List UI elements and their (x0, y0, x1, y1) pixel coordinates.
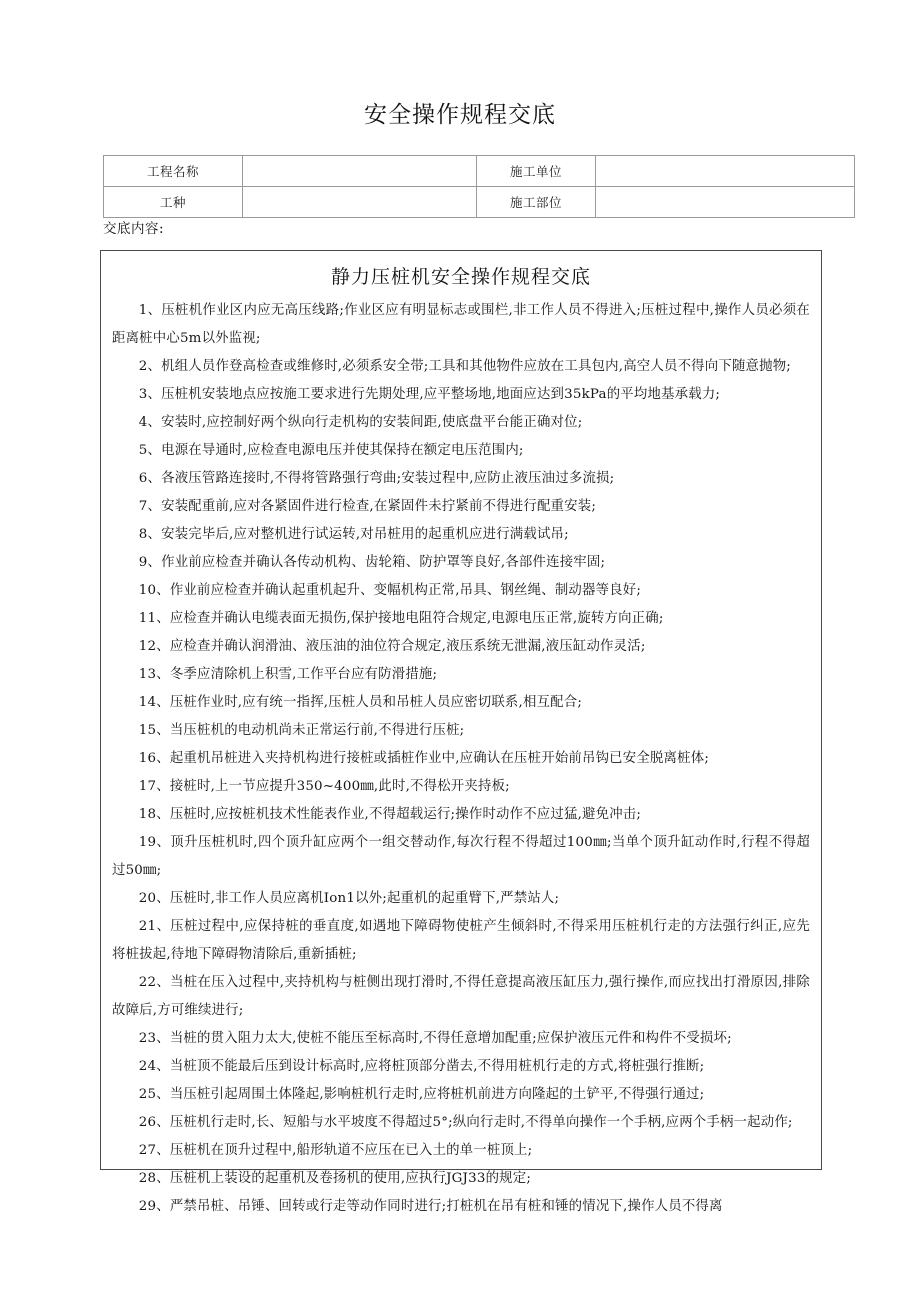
clause-item: 11、应检查并确认电缆表面无损伤,保护接地电阻符合规定,电源电压正常,旋转方向正确; (138, 611, 664, 626)
table-row (104, 156, 855, 187)
info-value-project-name[interactable] (243, 156, 477, 187)
info-value-construction-unit[interactable] (596, 156, 855, 187)
info-label-construction-part: 施工部位 (477, 187, 596, 218)
clause-item: 24、当桩顶不能最后压到设计标高时,应将桩顶部分凿去,不得用桩机行走的方式,将桩强行推断; (138, 1059, 705, 1074)
clause-item: 28、压桩机上装设的起重机及卷扬机的使用,应执行JGJ33的规定; (138, 1171, 532, 1186)
clause-item: 8、安装完毕后,应对整机进行试运转,对吊桩用的起重机应进行满载试吊; (138, 527, 569, 542)
clause-list (112, 297, 810, 1221)
clause-item: 7、安装配重前,应对各紧固件进行检查,在紧固件未拧紧前不得进行配重安装; (138, 499, 597, 514)
clause-item: 10、作业前应检查并确认起重机起升、变幅机构正常,吊具、钢丝绳、制动器等良好; (138, 583, 642, 598)
project-info-table (103, 155, 855, 218)
table-row (104, 187, 855, 218)
clause-item: 15、当压桩机的电动机尚未正常运行前,不得进行压桩; (138, 723, 465, 738)
clause-item: 18、压桩时,应按桩机技术性能表作业,不得超载运行;操作时动作不应过猛,避免冲击; (138, 807, 642, 822)
clause-item: 23、当桩的贯入阻力太大,使桩不能压至标高时,不得任意增加配重;应保护液压元件和构件不受损坏; (138, 1031, 732, 1046)
info-label-project-name: 工程名称 (104, 156, 243, 187)
clause-item: 17、接桩时,上一节应提升350~400㎜,此时,不得松开夹持板; (138, 779, 510, 794)
clause-item: 3、压桩机安装地点应按施工要求进行先期处理,应平整场地,地面应达到35kPa的平均地基承载力; (138, 387, 721, 402)
clause-item: 29、严禁吊桩、吊锤、回转或行走等动作同时进行;打桩机在吊有桩和锤的情况下,操作人员不得离 (138, 1199, 723, 1214)
clause-item: 26、压桩机行走时,长、短船与水平坡度不得超过5°;纵向行走时,不得单向操作一个手柄,应两个手柄一起动作; (138, 1115, 793, 1130)
clause-item: 2、机组人员作登高检查或维修时,必须系安全带;工具和其他物件应放在工具包内,高空人员不得向下随意抛物; (138, 359, 792, 374)
clause-item: 13、冬季应清除机上积雪,工作平台应有防滑措施; (138, 667, 438, 682)
section-title: 静力压桩机安全操作规程交底 (330, 266, 591, 288)
info-label-construction-unit: 施工单位 (477, 156, 596, 187)
info-value-work-type[interactable] (243, 187, 477, 218)
clause-item: 6、各液压管路连接时,不得将管路强行弯曲;安装过程中,应防止液压油过多流损; (138, 471, 615, 486)
page-title: 安全操作规程交底 (364, 102, 556, 128)
clause-item: 27、压桩机在顶升过程中,船形轨道不应压在已入土的单一桩顶上; (138, 1143, 533, 1158)
clause-item: 12、应检查并确认润滑油、液压油的油位符合规定,液压系统无泄漏,液压缸动作灵活; (138, 639, 646, 654)
clause-item: 14、压桩作业时,应有统一指挥,压桩人员和吊桩人员应密切联系,相互配合; (138, 695, 583, 710)
clause-item: 5、电源在导通时,应检查电源电压并使其保持在额定电压范围内; (138, 443, 524, 458)
clause-item: 20、压桩时,非工作人员应离机Ion1以外;起重机的起重臂下,严禁站人; (138, 891, 560, 906)
clause-item: 25、当压桩引起周围土体隆起,影响桩机行走时,应将桩机前进方向隆起的土铲平,不得强行通过; (138, 1087, 705, 1102)
clause-item: 4、安装时,应控制好两个纵向行走机构的安装间距,使底盘平台能正确对位; (138, 415, 583, 430)
info-value-construction-part[interactable] (596, 187, 855, 218)
disclosure-content-box (100, 250, 822, 1214)
clause-item: 19、顶升压桩机时,四个顶升缸应两个一组交替动作,每次行程不得超过100㎜;当单个顶升缸动作时,行程不得超过50㎜; (112, 835, 810, 878)
info-label-work-type: 工种 (104, 187, 243, 218)
info-table-body (104, 156, 855, 218)
content-section-label: 交底内容: (103, 221, 165, 237)
clause-item: 9、作业前应检查并确认各传动机构、齿轮箱、防护罩等良好,各部件连接牢固; (138, 555, 606, 570)
clause-item: 21、压桩过程中,应保持桩的垂直度,如遇地下障碍物使桩产生倾斜时,不得采用压桩机行走的方法强行纠正,应先将桩拔起,待地下障碍物清除后,重新插桩; (112, 919, 810, 962)
clause-item: 16、起重机吊桩进入夹持机构进行接桩或插桩作业中,应确认在压桩开始前吊钩已安全脱离桩体; (138, 751, 710, 766)
disclosure-content-inner (101, 251, 821, 1221)
clause-item: 22、当桩在压入过程中,夹持机构与桩侧出现打滑时,不得任意提高液压缸压力,强行操作,而应找出打滑原因,排除故障后,方可维续进行; (112, 975, 810, 1018)
clause-item: 1、压桩机作业区内应无高压线路;作业区应有明显标志或围栏,非工作人员不得进入;压桩过程中,操作人员必须在距离桩中心5m以外监视; (112, 303, 810, 346)
